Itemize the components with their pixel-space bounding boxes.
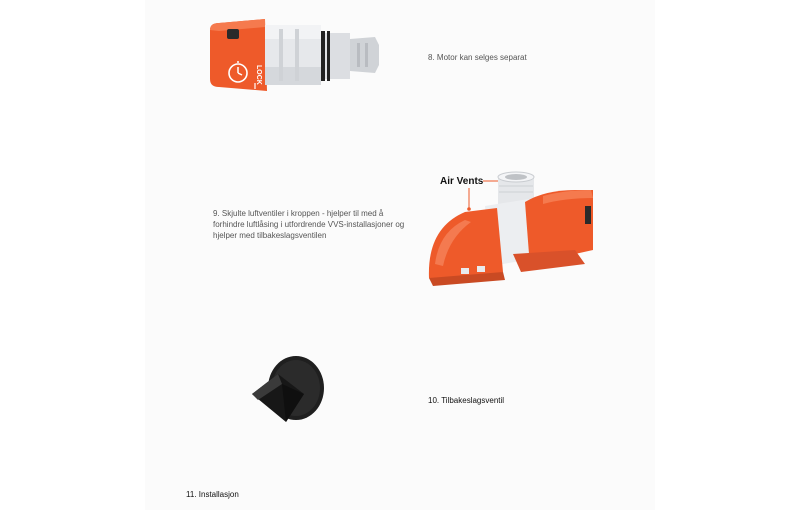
caption-9 — [213, 208, 404, 241]
section-text: Motor kan selges separat — [436, 53, 527, 62]
section-text: Installasjon — [198, 490, 239, 499]
section-number: 10. — [428, 396, 440, 405]
section-text-line-3: hjelper med tilbakeslagsventilen — [213, 231, 327, 240]
caption-10 — [428, 395, 504, 406]
caption-8 — [428, 52, 527, 63]
check-valve-image — [248, 350, 328, 426]
section-text: Tilbakeslagsventil — [441, 396, 505, 405]
caption-11 — [186, 489, 239, 500]
section-number: 9. — [213, 209, 220, 218]
section-text-line-2: forhindre luftlåsing i utfordrende VVS-installasjoner og — [213, 220, 405, 229]
section-number: 8. — [428, 53, 435, 62]
section-text-line-1: Skjulte luftventiler i kroppen - hjelper til med å — [221, 209, 384, 218]
section-number: 11. — [186, 490, 197, 499]
pump-image — [425, 168, 610, 293]
lock-label: LOCK — [255, 65, 262, 85]
motor-image — [205, 15, 385, 95]
air-vents-callout: Air Vents — [440, 176, 484, 187]
